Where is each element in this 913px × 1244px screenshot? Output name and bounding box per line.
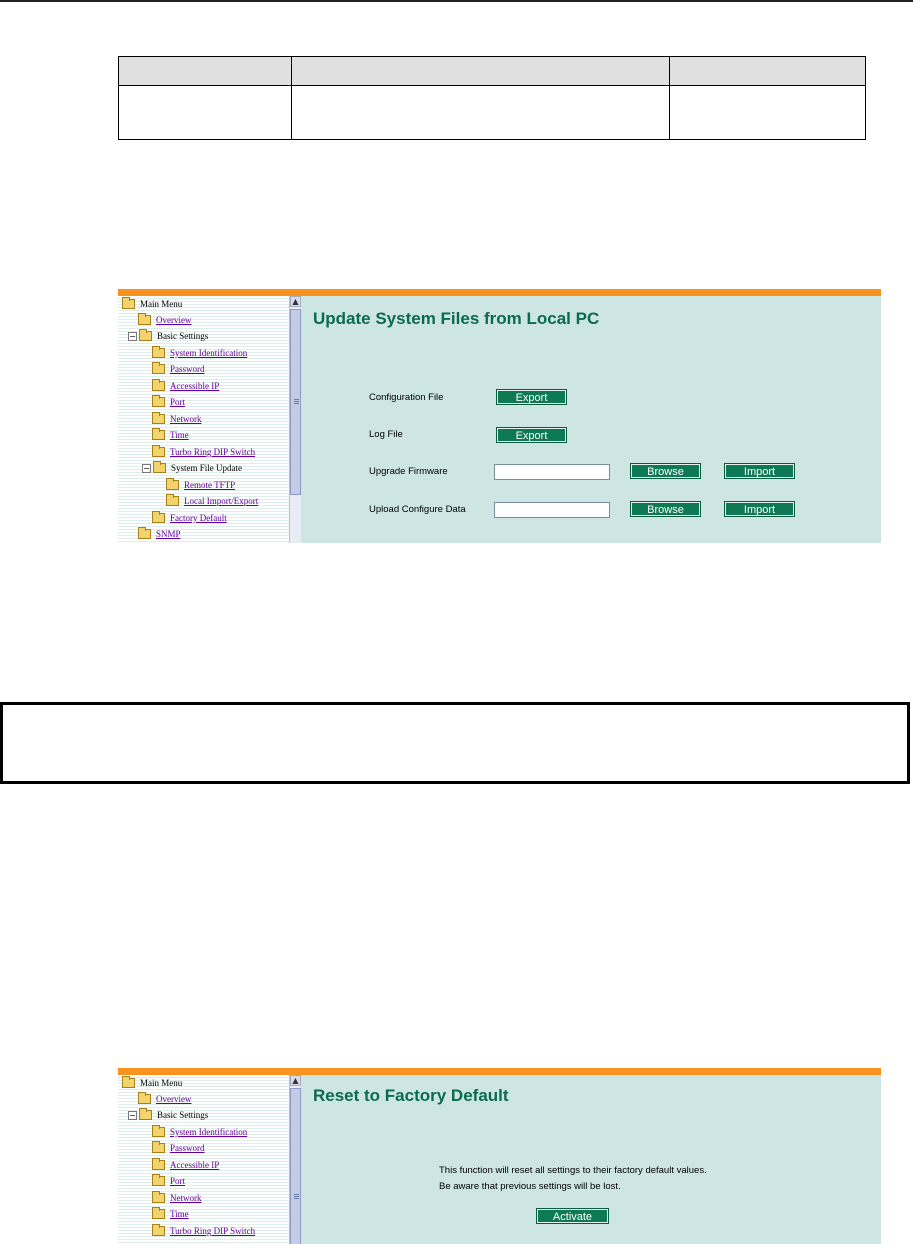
reset-message-line-2: Be aware that previous settings will be lost. [439, 1181, 621, 1192]
browse-firmware-button[interactable]: Browse [631, 464, 700, 478]
page-title: Update System Files from Local PC [313, 309, 600, 328]
folder-icon [138, 315, 151, 325]
folder-icon [152, 364, 165, 374]
orange-top-bar [118, 289, 881, 296]
tree-item-network[interactable]: Network [152, 411, 202, 427]
tree-item-system-identification[interactable]: System Identification [152, 1124, 247, 1140]
folder-icon [152, 513, 165, 523]
orange-top-bar [118, 1068, 881, 1075]
upload-configure-label: Upload Configure Data [369, 504, 466, 515]
tree-item-basic-settings[interactable]: − Basic Settings [129, 1110, 209, 1120]
tree-item-snmp[interactable]: SNMP [138, 526, 181, 542]
header-table-head-row [119, 57, 865, 86]
reset-factory-default-screenshot [118, 1068, 881, 1244]
tree-item-password[interactable]: Password [152, 361, 205, 377]
tree-item-system-identification[interactable]: System Identification [152, 345, 247, 361]
tree-item-remote-tftp[interactable]: Remote TFTP [166, 477, 235, 493]
tree-item-time[interactable]: Time [152, 1206, 189, 1222]
folder-open-icon [122, 1078, 135, 1088]
upgrade-firmware-label: Upgrade Firmware [369, 466, 448, 477]
header-table-divider [291, 57, 292, 139]
folder-open-icon [122, 299, 135, 309]
folder-icon [152, 447, 165, 457]
scroll-up-icon[interactable]: ▲ [290, 296, 301, 307]
header-table-divider [669, 57, 670, 139]
folder-open-icon [139, 1110, 152, 1120]
folder-icon [152, 1127, 165, 1137]
tree-item-system-file-update[interactable]: − System File Update [143, 463, 242, 473]
tree-item-overview[interactable]: Overview [138, 312, 192, 328]
header-table [118, 56, 866, 140]
tree-item-password[interactable]: Password [152, 1140, 205, 1156]
note-box [0, 702, 910, 784]
collapse-icon[interactable]: − [129, 1110, 136, 1120]
folder-icon [152, 1143, 165, 1153]
tree-item-turbo-ring-dip-switch[interactable]: Turbo Ring DIP Switch [152, 1223, 255, 1239]
folder-icon [152, 348, 165, 358]
scroll-thumb[interactable] [290, 309, 301, 495]
update-system-files-screenshot [118, 289, 881, 543]
folder-icon [152, 414, 165, 424]
browse-config-button[interactable]: Browse [631, 502, 700, 516]
folder-icon [166, 496, 179, 506]
tree-item-main-menu[interactable]: Main Menu [122, 296, 182, 312]
tree-item-main-menu[interactable]: Main Menu [122, 1075, 182, 1091]
tree-item-time[interactable]: Time [152, 427, 189, 443]
export-config-button[interactable]: Export [497, 390, 566, 404]
folder-icon [152, 1226, 165, 1236]
tree-item-turbo-ring-dip-switch[interactable]: Turbo Ring DIP Switch [152, 444, 255, 460]
config-data-file-input[interactable] [494, 502, 610, 518]
folder-icon [152, 381, 165, 391]
tree-item-overview[interactable]: Overview [138, 1091, 192, 1107]
tree-item-accessible-ip[interactable]: Accessible IP [152, 378, 219, 394]
main-menu-tree [118, 1075, 289, 1244]
activate-button[interactable]: Activate [537, 1209, 608, 1223]
folder-icon [138, 1094, 151, 1104]
collapse-icon[interactable]: − [143, 463, 150, 473]
tree-item-port[interactable]: Port [152, 1173, 185, 1189]
firmware-file-input[interactable] [494, 464, 610, 480]
tree-item-factory-default[interactable]: Factory Default [152, 510, 227, 526]
tree-item-accessible-ip[interactable]: Accessible IP [152, 1157, 219, 1173]
folder-icon [152, 1176, 165, 1186]
folder-icon [166, 480, 179, 490]
config-file-label: Configuration File [369, 392, 444, 403]
tree-item-port[interactable]: Port [152, 394, 185, 410]
import-config-button[interactable]: Import [725, 502, 794, 516]
scroll-thumb[interactable] [290, 1088, 301, 1244]
tree-item-basic-settings[interactable]: − Basic Settings [129, 331, 209, 341]
folder-icon [152, 397, 165, 407]
export-log-button[interactable]: Export [497, 428, 566, 442]
folder-icon [152, 1209, 165, 1219]
folder-icon [152, 1193, 165, 1203]
collapse-icon[interactable]: − [129, 331, 136, 341]
folder-open-icon [139, 331, 152, 341]
tree-scrollbar[interactable] [289, 296, 301, 543]
page-title: Reset to Factory Default [313, 1086, 509, 1105]
tree-item-network[interactable]: Network [152, 1190, 202, 1206]
scroll-up-icon[interactable]: ▲ [290, 1075, 301, 1086]
tree-scrollbar[interactable] [289, 1075, 301, 1244]
folder-icon [138, 529, 151, 539]
reset-message-line-1: This function will reset all settings to their factory default values. [439, 1165, 707, 1176]
import-firmware-button[interactable]: Import [725, 464, 794, 478]
folder-icon [152, 1160, 165, 1170]
page-top-rule [0, 0, 913, 2]
main-menu-tree [118, 296, 289, 543]
folder-icon [152, 430, 165, 440]
folder-open-icon [153, 463, 166, 473]
log-file-label: Log File [369, 429, 403, 440]
tree-item-local-import-export[interactable]: Local Import/Export [166, 493, 258, 509]
